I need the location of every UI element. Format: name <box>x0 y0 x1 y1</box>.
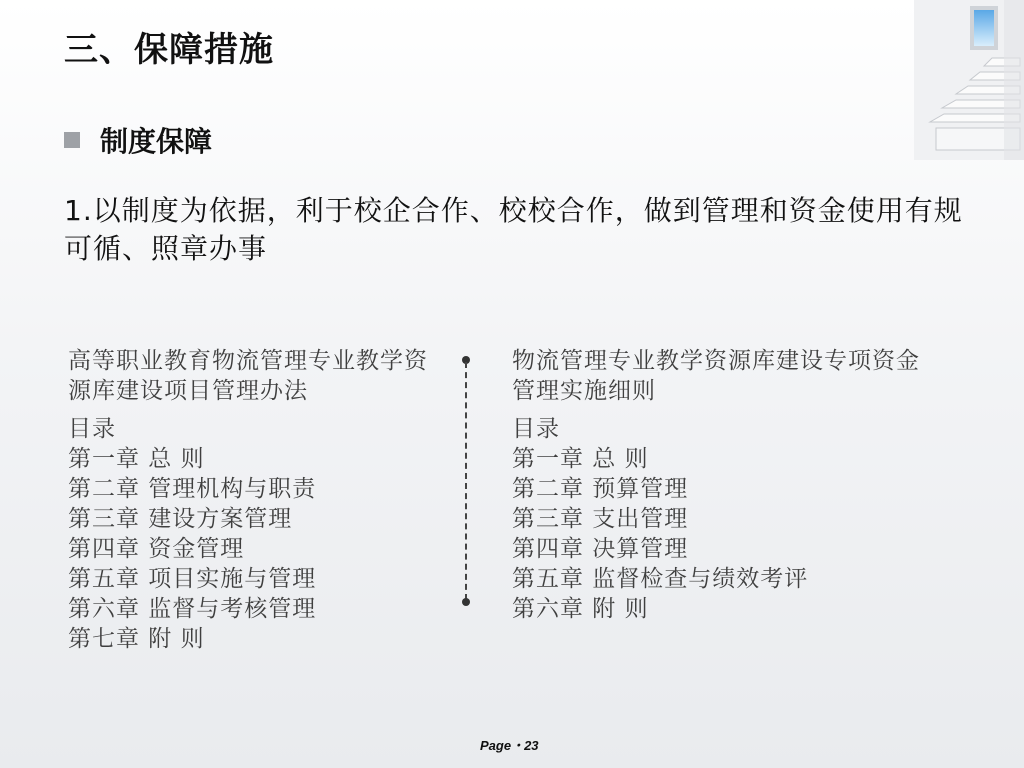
body-paragraph: 1.以制度为依据，利于校企合作、校校合作，做到管理和资金使用有规可循、照章办事 <box>64 194 963 265</box>
chapter-item: 第五章 监督检查与绩效考评 <box>512 566 809 592</box>
divider-dot-bottom <box>462 598 470 606</box>
left-document <box>68 346 438 654</box>
chapter-item: 第二章 预算管理 <box>512 476 689 502</box>
chapter-item: 第一章 总 则 <box>68 446 205 472</box>
divider-dashed-line <box>465 362 467 600</box>
right-document-title: 物流管理专业教学资源库建设专项资金管理实施细则 <box>512 348 920 404</box>
chapter-item: 第一章 总 则 <box>512 446 649 472</box>
chapter-item: 第三章 建设方案管理 <box>68 506 293 532</box>
left-toc-label: 目录 <box>68 416 116 442</box>
chapter-item: 第四章 决算管理 <box>512 536 689 562</box>
chapter-item: 第二章 管理机构与职责 <box>68 476 317 502</box>
left-document-title: 高等职业教育物流管理专业教学资源库建设项目管理办法 <box>68 348 428 404</box>
chapter-item: 第三章 支出管理 <box>512 506 689 532</box>
square-bullet-icon <box>64 132 80 148</box>
right-toc-label: 目录 <box>512 416 560 442</box>
decorative-stairs-image <box>884 0 1024 160</box>
right-document <box>512 346 942 624</box>
bullet-heading: 制度保障 <box>100 125 213 158</box>
chapter-item: 第六章 附 则 <box>512 596 649 622</box>
chapter-item: 第五章 项目实施与管理 <box>68 566 317 592</box>
slide-title: 三、保障措施 <box>64 30 274 70</box>
page-number: Page・23 <box>480 738 539 753</box>
bullet-heading-row <box>64 120 212 160</box>
dashed-divider <box>462 356 470 606</box>
chapter-item: 第六章 监督与考核管理 <box>68 596 317 622</box>
chapter-item: 第七章 附 则 <box>68 626 205 652</box>
chapter-item: 第四章 资金管理 <box>68 536 245 562</box>
